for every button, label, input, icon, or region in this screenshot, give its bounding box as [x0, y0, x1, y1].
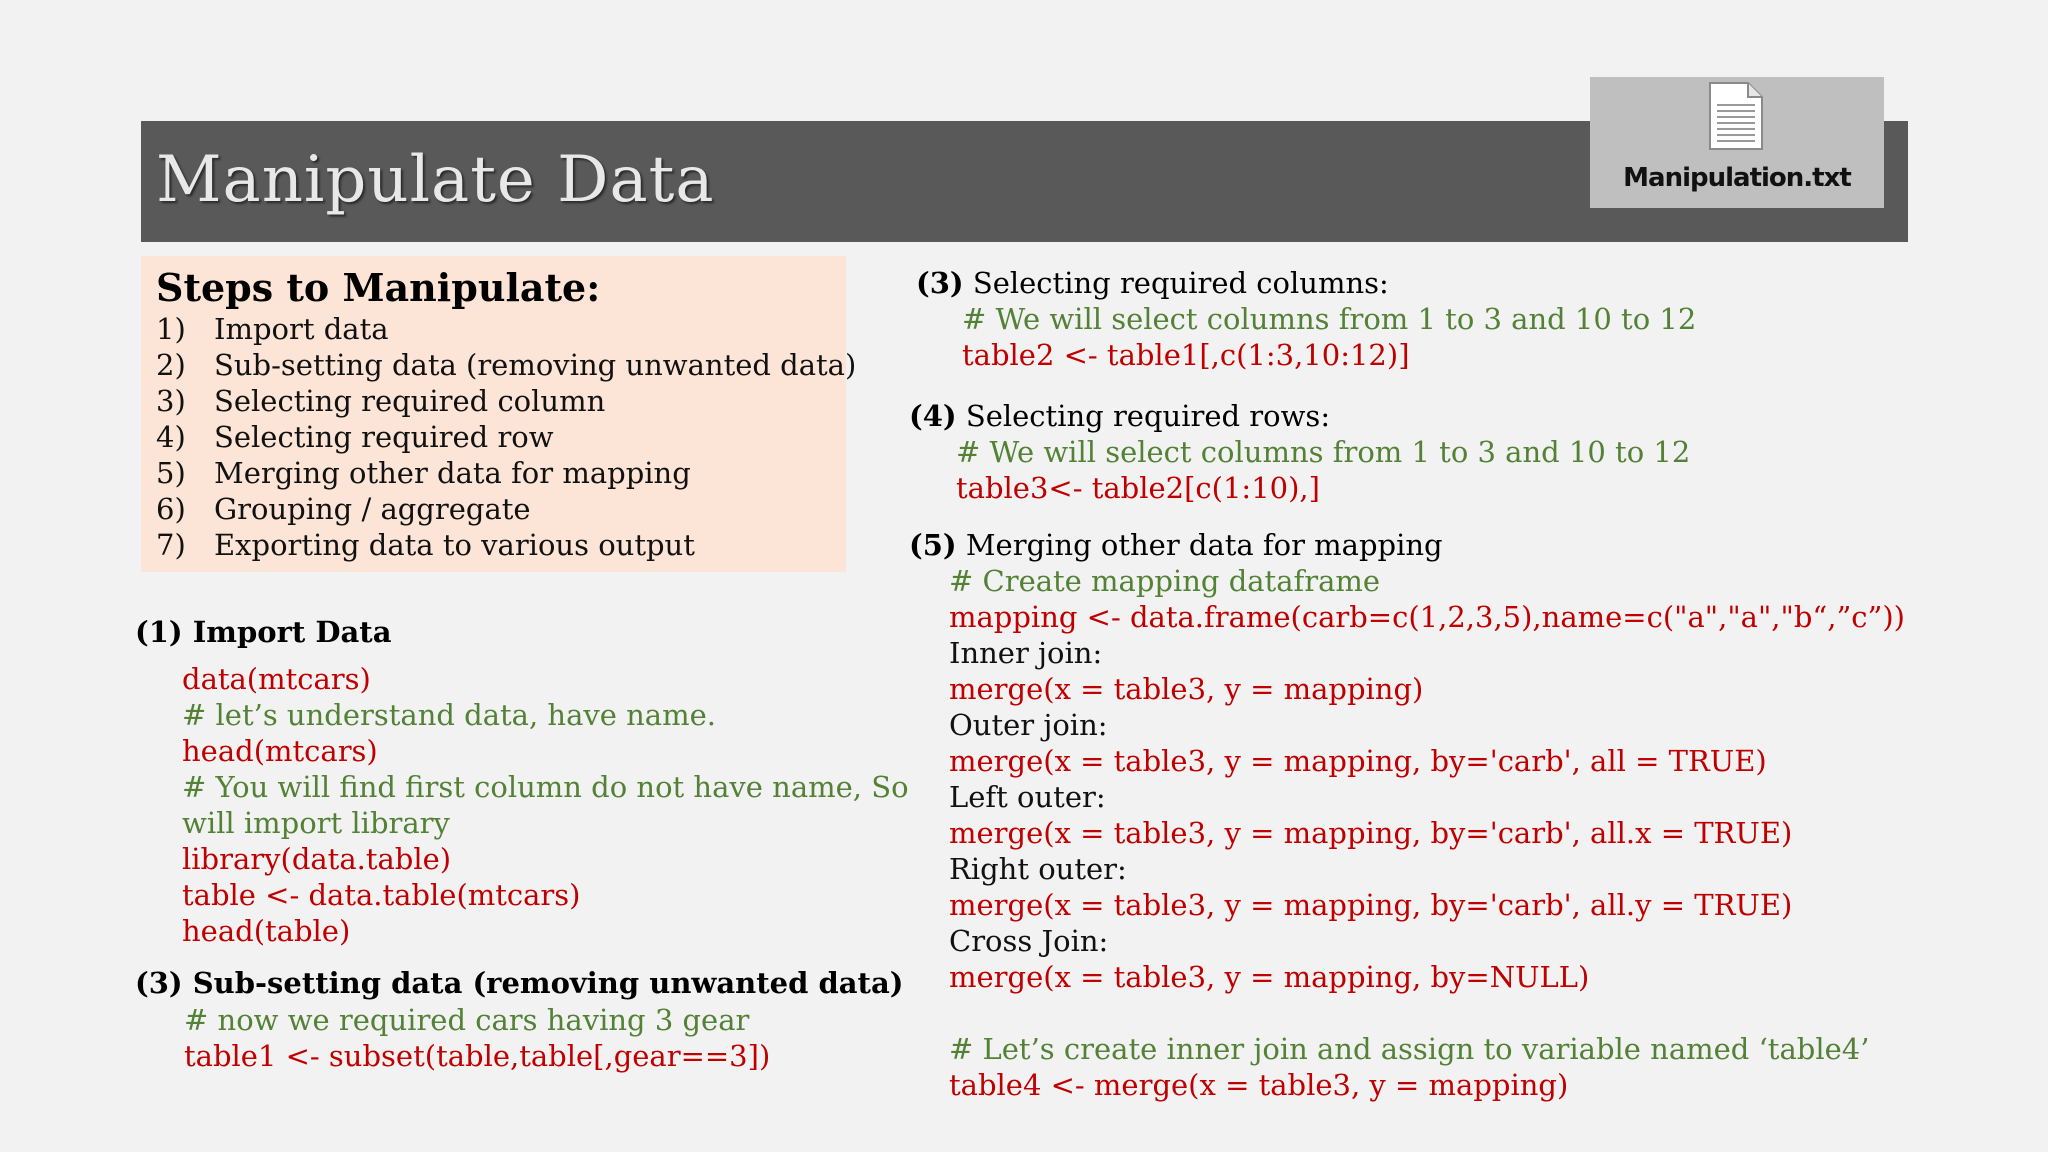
code-line: merge(x = table3, y = mapping, by='carb', all = TRUE) [949, 744, 1767, 778]
blank-line [949, 995, 1905, 1031]
code-line: head(mtcars) [182, 734, 378, 768]
code-line: merge(x = table3, y = mapping, by='carb', all.x = TRUE) [949, 816, 1793, 850]
attachment-file[interactable] [1590, 77, 1884, 208]
code-line: data(mtcars) [182, 662, 371, 696]
step-item: 2) Sub-setting data (removing unwanted data) [156, 348, 857, 382]
merge-code-block [949, 563, 1905, 1103]
code-line: merge(x = table3, y = mapping, by=NULL) [949, 960, 1590, 994]
comment-line: # You will find first column do not have name, So [182, 770, 909, 804]
comment-line: # let’s understand data, have name. [182, 698, 716, 732]
code-line: head(table) [182, 914, 351, 948]
rows-heading: (4) Selecting required rows: [909, 399, 1331, 433]
code-line: table3<- table2[c(1:10),] [956, 471, 1320, 505]
code-line: table1 <- subset(table,table[,gear==3]) [184, 1039, 771, 1073]
comment-line: # Let’s create inner join and assign to variable named ‘table4’ [949, 1032, 1870, 1066]
comment-line: # We will select columns from 1 to 3 and 10 to 12 [956, 435, 1691, 469]
text-file-icon [1708, 81, 1764, 151]
step-item: 4) Selecting required row [156, 420, 554, 454]
code-line: table4 <- merge(x = table3, y = mapping) [949, 1068, 1569, 1102]
step-item: 3) Selecting required column [156, 384, 606, 418]
attachment-filename: Manipulation.txt [1623, 163, 1851, 193]
join-label: Cross Join: [949, 924, 1109, 958]
subset-heading: (3) Sub-setting data (removing unwanted data) [135, 966, 904, 1000]
columns-heading: (3) Selecting required columns: [916, 266, 1389, 300]
step-item: 6) Grouping / aggregate [156, 492, 531, 526]
code-line: table2 <- table1[,c(1:3,10:12)] [962, 338, 1410, 372]
join-label: Outer join: [949, 708, 1108, 742]
comment-line: will import library [182, 806, 450, 840]
subset-code-block [184, 1002, 770, 1074]
step-item: 5) Merging other data for mapping [156, 456, 691, 490]
code-line: merge(x = table3, y = mapping, by='carb', all.y = TRUE) [949, 888, 1793, 922]
import-heading: (1) Import Data [135, 615, 392, 649]
import-code-block [182, 661, 909, 949]
join-label: Inner join: [949, 636, 1103, 670]
code-line: mapping <- data.frame(carb=c(1,2,3,5),name=c("a","a","b“,”c”)) [949, 600, 1905, 634]
comment-line: # Create mapping dataframe [949, 564, 1381, 598]
step-item: 7) Exporting data to various output [156, 528, 695, 562]
merge-heading: (5) Merging other data for mapping [909, 528, 1443, 562]
comment-line: # now we required cars having 3 gear [184, 1003, 750, 1037]
steps-title: Steps to Manipulate: [156, 265, 601, 310]
rows-code-block [956, 434, 1690, 506]
columns-code-block [962, 301, 1696, 373]
comment-line: # We will select columns from 1 to 3 and 10 to 12 [962, 302, 1697, 336]
code-line: library(data.table) [182, 842, 452, 876]
code-line: table <- data.table(mtcars) [182, 878, 581, 912]
join-label: Left outer: [949, 780, 1106, 814]
join-label: Right outer: [949, 852, 1127, 886]
step-item: 1) Import data [156, 312, 389, 346]
steps-list [156, 311, 856, 563]
code-line: merge(x = table3, y = mapping) [949, 672, 1424, 706]
slide-title: Manipulate Data [156, 143, 715, 217]
